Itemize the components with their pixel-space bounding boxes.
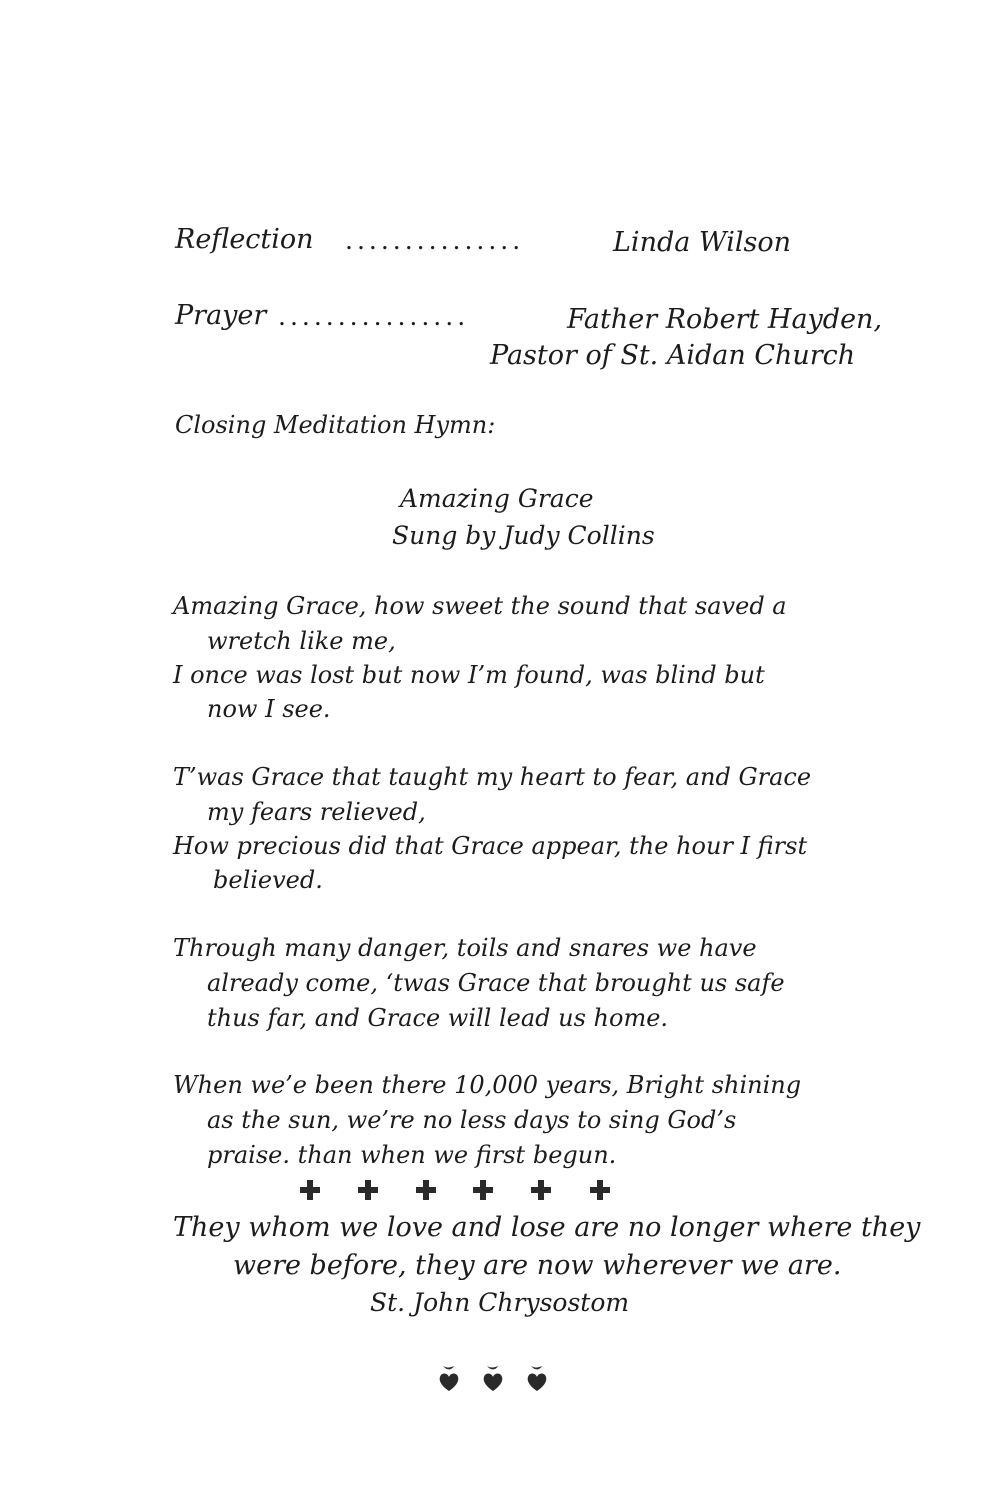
verse-2-line-3: How precious did that Grace appear, the hour I first (173, 832, 808, 860)
cross-icon (473, 1180, 493, 1200)
verse-2-line-2: my fears relieved, (207, 798, 426, 826)
verse-3-line-2: already come, ‘twas Grace that brought us safe (207, 969, 785, 997)
cross-icon (300, 1180, 320, 1200)
verse-1-line-4: now I see. (207, 695, 331, 723)
hymn-title: Amazing Grace (400, 484, 594, 513)
verse-4-line-2: as the sun, we’re no less days to sing God’s (207, 1106, 737, 1134)
quote-author: St. John Chrysostom (370, 1288, 630, 1317)
prayer-dots: ................ (278, 302, 470, 331)
cross-icon (531, 1180, 551, 1200)
verse-2-line-4: believed. (213, 866, 323, 894)
reflection-dots: ............... (345, 226, 525, 255)
verse-2-line-1: T’was Grace that taught my heart to fear, and Grace (173, 763, 812, 791)
prayer-title: Pastor of St. Aidan Church (490, 340, 856, 371)
hymn-credit: Sung by Judy Collins (392, 521, 655, 550)
closing-hymn-label: Closing Meditation Hymn: (175, 411, 496, 439)
reflection-name: Linda Wilson (613, 227, 791, 258)
heart-ornament-icon (437, 1363, 461, 1393)
cross-icon (590, 1180, 610, 1200)
quote-line-2: were before, they are now wherever we are. (233, 1250, 842, 1281)
prayer-label: Prayer (175, 300, 267, 331)
verse-4-line-3: praise. than when we first begun. (207, 1141, 617, 1169)
cross-icon (416, 1180, 436, 1200)
cross-icon (358, 1180, 378, 1200)
verse-1-line-1: Amazing Grace, how sweet the sound that saved a (173, 592, 787, 620)
verse-3-line-1: Through many danger, toils and snares we have (173, 934, 757, 962)
heart-ornament-icon (481, 1363, 505, 1393)
prayer-name: Father Robert Hayden, (567, 304, 883, 335)
verse-1-line-2: wretch like me, (207, 627, 396, 655)
verse-3-line-3: thus far, and Grace will lead us home. (207, 1004, 669, 1032)
verse-4-line-1: When we’e been there 10,000 years, Bright shining (173, 1071, 802, 1099)
reflection-label: Reflection (175, 224, 314, 255)
verse-1-line-3: I once was lost but now I’m found, was blind but (173, 661, 765, 689)
heart-ornament-icon (525, 1363, 549, 1393)
quote-line-1: They whom we love and lose are no longer where they (173, 1212, 921, 1243)
